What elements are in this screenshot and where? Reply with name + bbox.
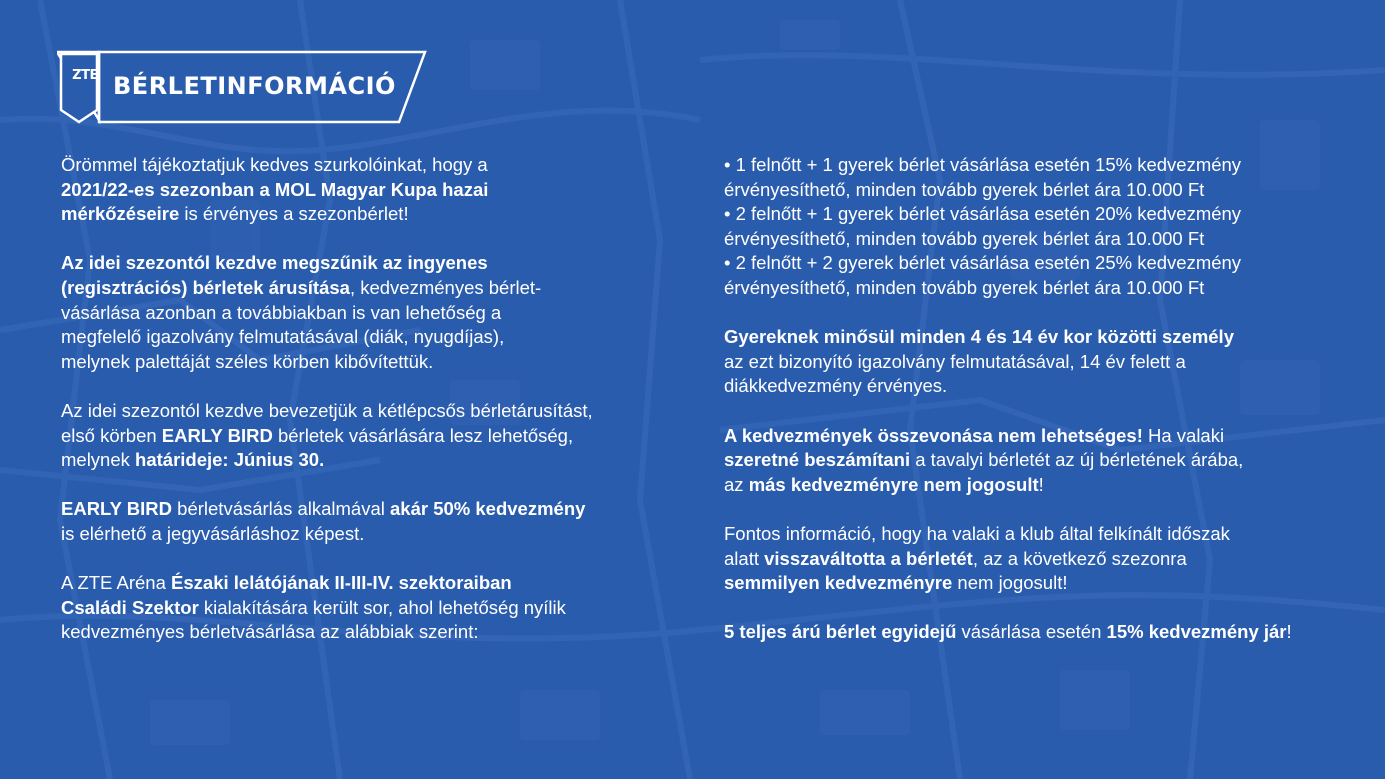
body-text: Örömmel tájékoztatjuk kedves szurkolóinkat, hogy a (61, 154, 488, 175)
body-text: A ZTE Aréna (61, 572, 172, 594)
paragraph-refund-notice (724, 522, 1344, 596)
discount-bullet-list (724, 153, 1344, 301)
body-text: kialakítására került sor, ahol lehetőség nyílik kedvezményes bérletvásárlása az alábbiak szerint: (61, 596, 566, 643)
bold-text: Gyereknek minősül minden 4 és 14 év kor közötti személy (724, 326, 1234, 348)
discount-bullet: • 2 felnőtt + 1 gyerek bérlet vásárlása esetén 20% kedvezmény érvényesíthető, minden tovább gyerek bérlet ára 10.000 Ft (724, 203, 1242, 249)
bold-text: EARLY BIRD (161, 424, 273, 446)
body-text: is érvényes a szezonbérlet! (179, 203, 409, 225)
body-text: Ha valaki (1147, 424, 1225, 446)
body-text: Az idei szezontól kezdve bevezetjük a kétlépcsős bérletárusítást, első körben (61, 399, 593, 446)
body-text: ! (1286, 621, 1292, 643)
body-text: bérletvásárlás alkalmával (172, 498, 391, 520)
logo-shield-outline (61, 54, 97, 122)
paragraph-no-combination (724, 424, 1344, 498)
bold-text: Északi lelátójának II-III-IV. szektoraiban Családi Szektor (61, 572, 512, 618)
bold-text: semmilyen kedvezményre (724, 572, 953, 594)
paragraph-family-sector (61, 571, 661, 645)
left-column (61, 153, 661, 669)
paragraph-early-bird (61, 497, 661, 546)
body-text: az ezt bizonyító igazolvány felmutatásával, 14 év felett a diákkedvezmény érvényes. (724, 350, 1186, 397)
body-text: ! (1038, 473, 1044, 495)
bold-text: EARLY BIRD (61, 498, 173, 520)
bold-text: 5 teljes árú bérlet egyidejű (724, 621, 957, 643)
paragraph-child-definition (724, 325, 1344, 399)
body-text: nem jogosult! (952, 572, 1068, 594)
bold-text: 15% kedvezmény jár (1106, 621, 1287, 643)
right-column (724, 153, 1344, 669)
discount-bullet: • 1 felnőtt + 1 gyerek bérlet vásárlása esetén 15% kedvezmény érvényesíthető, minden tovább gyerek bérlet ára 10.000 Ft (724, 154, 1242, 200)
bold-text: akár 50% kedvezmény (390, 498, 586, 520)
discount-bullet: • 2 felnőtt + 2 gyerek bérlet vásárlása esetén 25% kedvezmény érvényesíthető, minden tovább gyerek bérlet ára 10.000 Ft (724, 252, 1242, 298)
zte-logo: ZTE (72, 68, 98, 83)
body-text: bérletek vásárlására lesz lehetőség, melynek (61, 424, 574, 471)
body-text: , az a következő szezonra (972, 547, 1187, 569)
bold-text: Az idei szezontól kezdve megszűnik az ingyenes (regisztrációs) bérletek árusítása (61, 252, 488, 298)
bold-text: A kedvezmények összevonása nem lehetséges! (724, 424, 1143, 446)
body-text: , kedvezményes bérlet- vásárlása azonban a továbbiakban is van lehetőség a megfelelő igazolvány felmutatásával (diák, nyugdíjas), melynek palettáját széles körben kibővítettük. (61, 276, 542, 372)
paragraph-intro (61, 153, 661, 227)
paragraph-two-step-sale (61, 399, 661, 473)
header-banner (57, 50, 429, 125)
body-text: a tavalyi bérletét az új bérletének árába, az (724, 449, 1244, 495)
bold-text: 2021/22-es szezonban a MOL Magyar Kupa hazai mérkőzéseire (61, 178, 489, 225)
body-text: vásárlása esetén (956, 621, 1107, 643)
body-text: Fontos információ, hogy ha valaki a klub által felkínált időszak alatt (724, 522, 1230, 569)
page-title: BÉRLETINFORMÁCIÓ (113, 72, 396, 100)
paragraph-free-passes (61, 251, 661, 374)
bold-text: visszaváltotta a bérletét (764, 547, 973, 569)
body-text: is elérhető a jegyvásárláshoz képest. (61, 522, 365, 544)
bold-text: szeretné beszámítani (724, 449, 911, 471)
bold-text: más kedvezményre nem jogosult (748, 473, 1039, 495)
paragraph-bulk-discount (724, 620, 1344, 645)
bold-text: határideje: Június 30. (135, 449, 325, 471)
